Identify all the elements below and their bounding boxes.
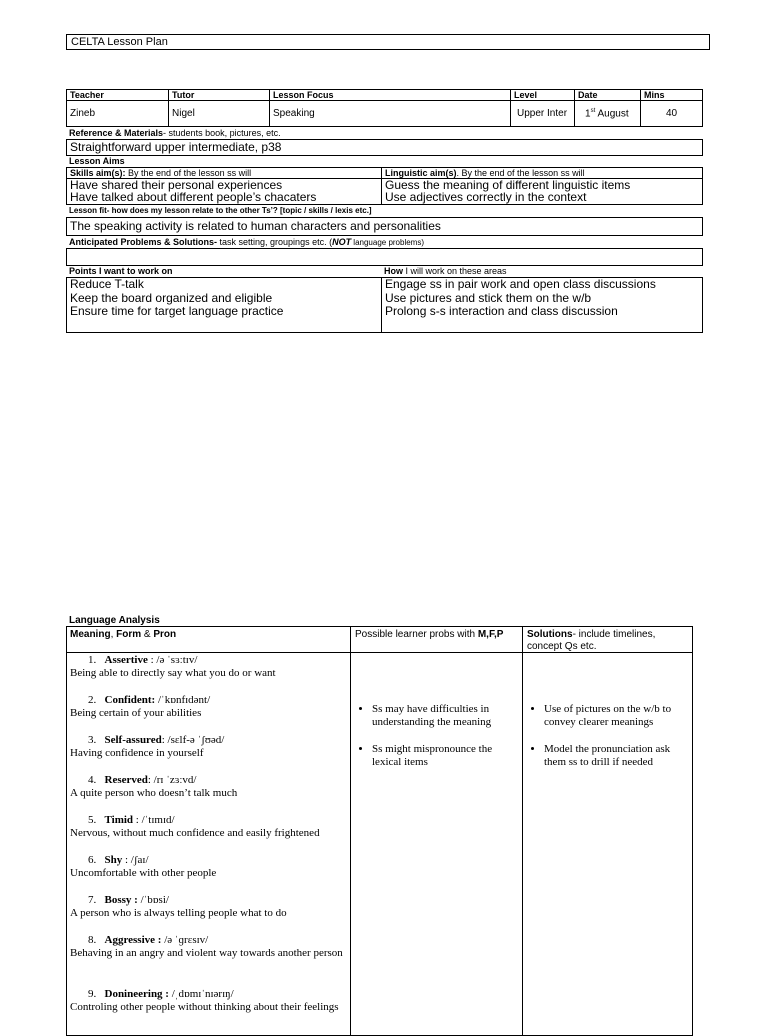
item-word: Timid — [104, 814, 134, 826]
linguistic-aim-2: Use adjectives correctly in the context — [385, 190, 587, 204]
solutions-label: Solutions — [527, 629, 573, 640]
lesson-focus-value: Speaking — [270, 101, 511, 127]
pron-header: Pron — [153, 629, 177, 640]
item-pron: /ˈbɒsi/ — [137, 894, 169, 906]
mins-value: 40 — [641, 101, 703, 127]
item-definition: Uncomfortable with other people — [70, 867, 217, 879]
level-header: Level — [511, 90, 575, 101]
item-pron: : /ʃaɪ/ — [122, 854, 149, 866]
linguistic-aims-note: . By the end of the lesson ss will — [456, 168, 585, 178]
point-2: Keep the board organized and eligible — [70, 290, 273, 305]
item-definition: Controling other people without thinking about their feelings — [70, 1001, 339, 1013]
learner-probs-header — [351, 627, 523, 653]
item-number: 5. — [88, 814, 97, 826]
problems-value — [66, 248, 703, 266]
learner-probs-text: Possible learner probs with — [355, 629, 478, 640]
solution-2: • Model the pronunciation ask them ss to drill if needed — [544, 743, 689, 769]
reference-label-line — [69, 128, 281, 138]
item-number: 1. — [88, 654, 97, 666]
level-value: Upper Inter — [511, 101, 575, 127]
item-word: Bossy : — [104, 894, 138, 906]
skills-aims-note: By the end of the lesson ss will — [125, 168, 252, 178]
lesson-aims-label: Lesson Aims — [69, 156, 125, 166]
points-right-cell — [382, 278, 702, 332]
lexical-item-7 — [70, 894, 348, 920]
item-pron: /ə ˈɡrɛsɪv/ — [161, 934, 209, 946]
how-1: Engage ss in pair work and open class discussions — [385, 277, 656, 291]
item-word: Assertive — [104, 654, 148, 666]
info-header-row — [67, 90, 703, 101]
item-number: 2. — [88, 694, 97, 706]
item-pron: : /sɛlf-ə ˈʃʊəd/ — [161, 734, 225, 746]
lesson-aims-box — [66, 167, 703, 205]
lexical-item-2 — [70, 694, 348, 720]
item-pron: : /ə ˈsɜːtɪv/ — [147, 654, 198, 666]
item-definition: Being able to directly say what you do or want — [70, 667, 276, 679]
point-1: Reduce T-talk — [70, 277, 144, 291]
solutions-header — [523, 627, 692, 653]
meaning-header: Meaning — [70, 629, 111, 640]
reference-value: Straightforward upper intermediate, p38 — [66, 139, 703, 156]
lesson-focus-header: Lesson Focus — [270, 90, 511, 101]
item-definition: Behaving in an angry and violent way towards another person — [70, 947, 343, 959]
lexical-item-5 — [70, 814, 348, 840]
item-word: Confident: — [104, 694, 156, 706]
lesson-fit-label: Lesson fit — [69, 206, 107, 215]
points-right-label: I will work on these areas — [403, 266, 507, 276]
item-definition: A person who is always telling people what to do — [70, 907, 287, 919]
problems-note-b: language problems) — [351, 238, 425, 247]
lesson-fit-label-line — [69, 206, 372, 216]
item-definition: A quite person who doesn’t talk much — [70, 787, 238, 799]
points-left-label: Points I want to work on — [69, 266, 173, 276]
solutions-list — [526, 703, 689, 769]
learner-problem-1: • Ss may have difficulties in understanding the meaning — [372, 703, 519, 729]
form-header: Form — [116, 629, 142, 640]
solution-1: • Use of pictures on the w/b to convey clearer meanings — [544, 703, 689, 729]
learner-probs-mfp: M,F,P — [477, 629, 504, 640]
lexical-item-3 — [70, 734, 348, 760]
info-value-row — [67, 101, 703, 127]
reference-label: Reference & Materials — [69, 128, 164, 138]
lexical-item-4 — [70, 774, 348, 800]
points-how-label: How — [384, 266, 403, 276]
problems-note-a: task setting, groupings etc. ( — [217, 237, 333, 247]
item-number: 4. — [88, 774, 97, 786]
learner-problem-2: • Ss might mispronounce the lexical items — [372, 743, 519, 769]
lesson-fit-value: The speaking activity is related to human characters and personalities — [66, 217, 703, 236]
item-number: 6. — [88, 854, 97, 866]
col1-sep-1: , — [110, 629, 117, 640]
item-definition: Being certain of your abilities — [70, 707, 202, 719]
solutions-note: - include timelines, concept Qs etc. — [527, 629, 656, 652]
how-2: Use pictures and stick them on the w/b — [385, 290, 592, 305]
item-pron: /ˈkɒnfɪdənt/ — [155, 694, 211, 706]
item-definition: Having confidence in yourself — [70, 747, 204, 759]
learner-problems-cell — [351, 653, 523, 1035]
language-analysis-title: Language Analysis — [69, 615, 160, 626]
item-word: Self-assured — [104, 734, 162, 746]
item-number: 7. — [88, 894, 97, 906]
lexical-items-cell — [67, 653, 351, 1035]
item-word: Reserved — [104, 774, 148, 786]
lexical-item-6 — [70, 854, 348, 880]
skills-aim-1: Have shared their personal experiences — [70, 178, 283, 192]
col1-sep-2: & — [141, 629, 154, 640]
lesson-info-table — [66, 89, 703, 127]
date-header: Date — [575, 90, 641, 101]
linguistic-aims-label: Linguistic aim(s) — [385, 168, 457, 178]
date-day: 1 — [585, 108, 591, 120]
points-box — [66, 277, 703, 333]
problems-note-not: NOT — [332, 237, 352, 247]
linguistic-aim-1: Guess the meaning of different linguistic items — [385, 178, 631, 192]
tutor-header: Tutor — [169, 90, 270, 101]
date-ordinal: st — [590, 107, 596, 114]
document-title: CELTA Lesson Plan — [66, 34, 710, 50]
language-analysis-table — [66, 626, 693, 1036]
points-right-label-line — [384, 266, 507, 276]
item-pron: : /ˈtɪmɪd/ — [133, 814, 175, 826]
item-number: 3. — [88, 734, 97, 746]
skills-aim-2: Have talked about different people’s chacaters — [70, 190, 317, 204]
date-value — [575, 101, 641, 127]
item-word: Donineering : — [104, 988, 169, 1000]
lexical-item-8 — [70, 934, 348, 960]
item-number: 8. — [88, 934, 97, 946]
item-word: Aggressive : — [104, 934, 162, 946]
lexical-item-1 — [70, 654, 348, 680]
teacher-header: Teacher — [67, 90, 169, 101]
lexical-item-9 — [70, 988, 348, 1014]
how-3: Prolong s-s interaction and class discussion — [385, 304, 618, 318]
item-definition: Nervous, without much confidence and easily frightened — [70, 827, 320, 839]
item-pron: /ˌdɒmɪˈnɪərɪŋ/ — [168, 988, 234, 1000]
mins-header: Mins — [641, 90, 703, 101]
reference-note: - students book, pictures, etc. — [163, 128, 281, 138]
date-month: August — [595, 108, 629, 120]
item-pron: : /rɪ ˈzɜːvd/ — [147, 774, 197, 786]
point-3: Ensure time for target language practice — [70, 304, 284, 318]
points-left-cell — [67, 278, 382, 332]
item-word: Shy — [104, 854, 123, 866]
tutor-value: Nigel — [169, 101, 270, 127]
learner-problems-list — [354, 703, 519, 769]
skills-aims-cell — [67, 168, 382, 204]
problems-label: Anticipated Problems & Solutions- — [69, 237, 218, 247]
lesson-fit-note: - how does my lesson relate to the other Ts’? [topic / skills / lexis etc.] — [106, 206, 372, 215]
meaning-form-pron-header — [67, 627, 351, 653]
teacher-value: Zineb — [67, 101, 169, 127]
item-number: 9. — [88, 988, 97, 1000]
problems-label-line — [69, 237, 424, 248]
linguistic-aims-cell — [382, 168, 702, 204]
solutions-cell — [523, 653, 692, 1035]
skills-aims-label: Skills aim(s): — [70, 168, 126, 178]
